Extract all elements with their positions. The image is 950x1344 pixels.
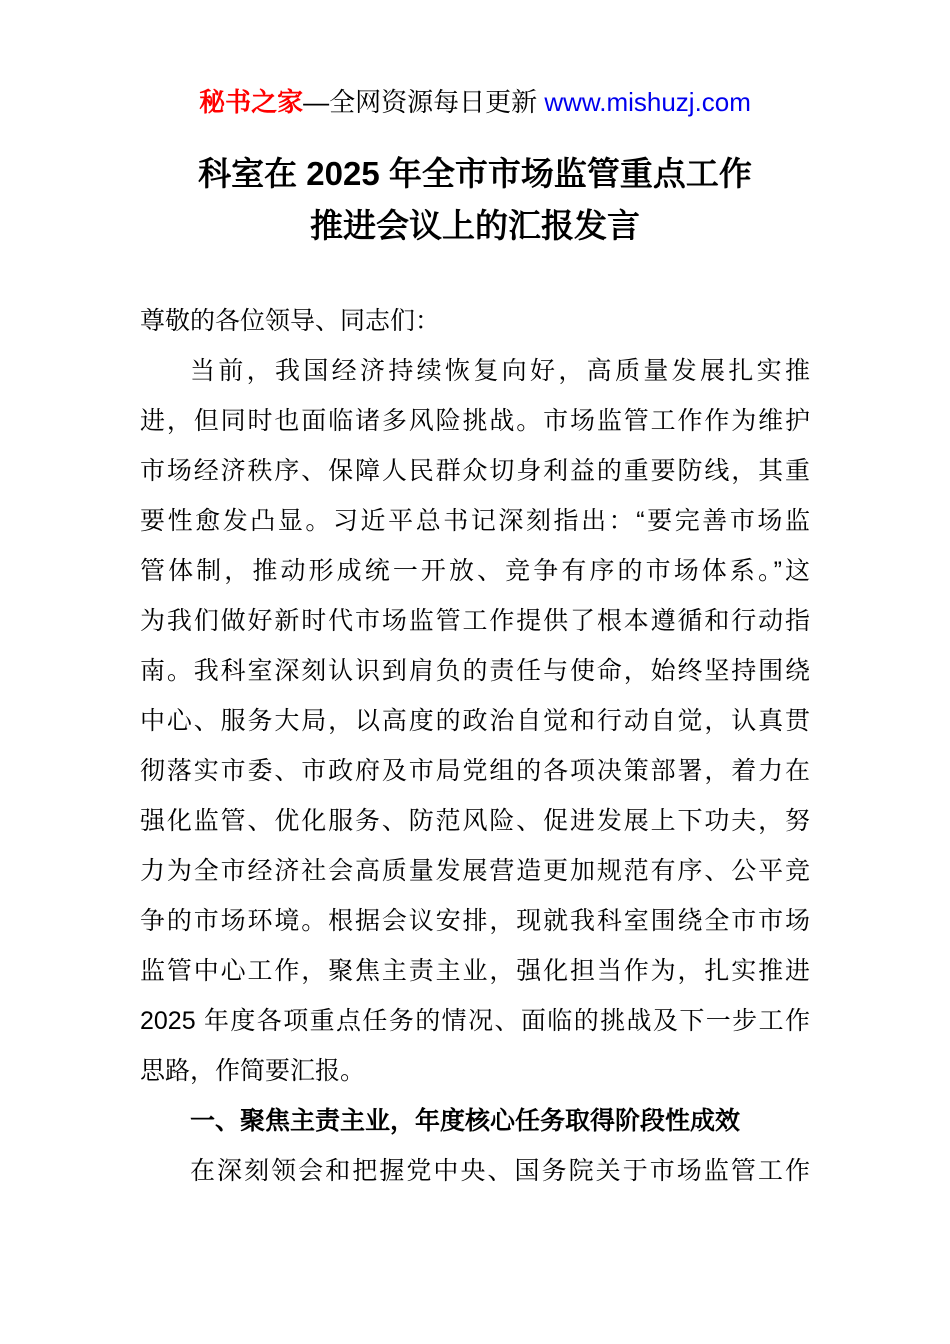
body-line: 南。我科室深刻认识到肩负的责任与使命，始终坚持围绕 (140, 657, 810, 685)
document-title (0, 148, 950, 252)
document-title-line1: 科室在 2025 年全市市场监管重点工作 (198, 155, 752, 192)
body-line: 2025 年度各项重点任务的情况、面临的挑战及下一步工作 (140, 1007, 810, 1035)
section-heading: 一、聚焦主责主业，年度核心任务取得阶段性成效 (190, 1107, 741, 1135)
body-line: 力为全市经济社会高质量发展营造更加规范有序、公平竞 (140, 857, 810, 885)
body-line: 争的市场环境。根据会议安排，现就我科室围绕全市市场 (140, 907, 810, 935)
site-tagline: —全网资源每日更新 (303, 87, 545, 117)
body-line: 中心、服务大局，以高度的政治自觉和行动自觉，认真贯 (140, 707, 810, 735)
site-name: 秘书之家 (199, 87, 304, 117)
document-title-line2: 推进会议上的汇报发言 (310, 207, 640, 244)
body-line: 强化监管、优化服务、防范风险、促进发展上下功夫，努 (140, 807, 810, 835)
body-line: 思路，作简要汇报。 (140, 1057, 366, 1085)
document-body (0, 296, 950, 1196)
body-line: 彻落实市委、市政府及市局党组的各项决策部署，着力在 (140, 757, 810, 785)
body-line: 在深刻领会和把握党中央、国务院关于市场监管工作 (190, 1157, 810, 1185)
site-header (0, 0, 950, 118)
body-line: 监管中心工作，聚焦主责主业，强化担当作为，扎实推进 (140, 957, 810, 985)
site-url-link[interactable]: www.mishuzj.com (544, 87, 751, 117)
body-line: 为我们做好新时代市场监管工作提供了根本遵循和行动指 (140, 607, 810, 635)
greeting-line: 尊敬的各位领导、同志们： (140, 307, 441, 335)
body-line: 当前，我国经济持续恢复向好，高质量发展扎实推 (190, 357, 810, 385)
body-line: 要性愈发凸显。习近平总书记深刻指出：“要完善市场监 (140, 507, 810, 535)
body-line: 进，但同时也面临诸多风险挑战。市场监管工作作为维护 (140, 407, 810, 435)
body-line: 管体制，推动形成统一开放、竞争有序的市场体系。”这 (140, 557, 810, 585)
body-line: 市场经济秩序、保障人民群众切身利益的重要防线，其重 (140, 457, 810, 485)
